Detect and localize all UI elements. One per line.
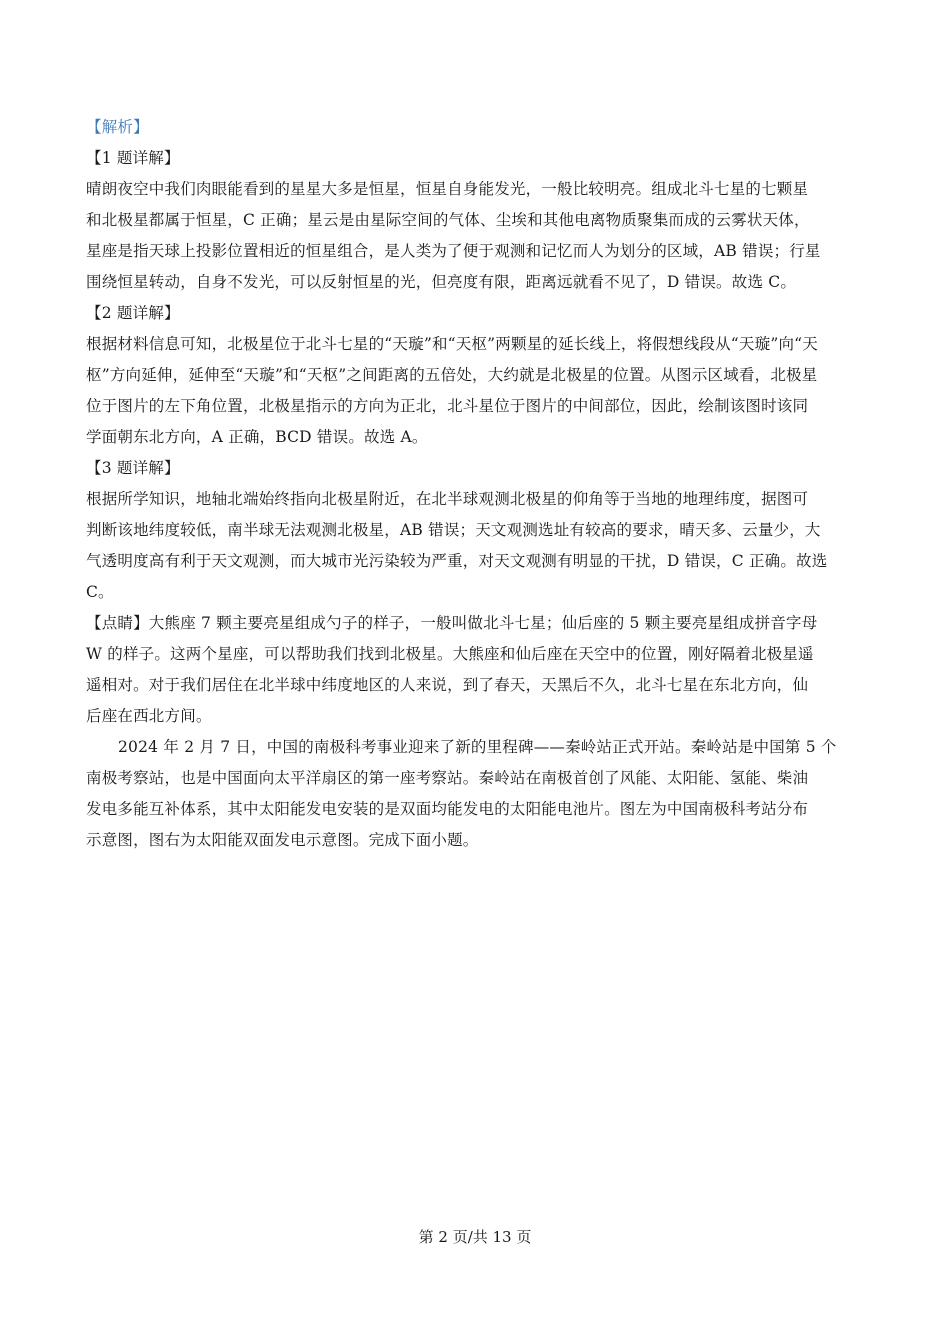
paragraph-line: 根据所学知识，地轴北端始终指向北极星附近，在北半球观测北极星的仰角等于当地的地理纬度，据图可 — [86, 490, 809, 508]
section-heading: 【3 题详解】 — [86, 459, 180, 477]
page-content — [86, 112, 876, 856]
section-heading: 【2 题详解】 — [86, 304, 180, 322]
tip-section — [86, 608, 876, 732]
analysis-title: 【解析】 — [86, 118, 149, 136]
paragraph-line: 发电多能互补体系，其中太阳能发电安装的是双面均能发电的太阳能电池片。图左为中国南极科考站分布 — [86, 800, 809, 818]
section-q3 — [86, 453, 876, 608]
section-q2 — [86, 298, 876, 453]
paragraph-line: W 的样子。这两个星座，可以帮助我们找到北极星。大熊座和仙后座在天空中的位置，刚好隔着北极星遥 — [86, 645, 814, 663]
paragraph-line: 星座是指天球上投影位置相近的恒星组合，是人类为了便于观测和记忆而人为划分的区域，AB 错误；行星 — [86, 242, 821, 260]
paragraph-line: 围绕恒星转动，自身不发光，可以反射恒星的光，但亮度有限，距离远就看不见了，D 错误。故选 C。 — [86, 273, 797, 291]
page-number: 第 2 页/共 13 页 — [418, 1228, 532, 1246]
paragraph-line: 位于图片的左下角位置，北极星指示的方向为正北，北斗星位于图片的中间部位，因此，绘制该图时该同 — [86, 397, 809, 415]
paragraph-line: 2024 年 2 月 7 日，中国的南极科考事业迎来了新的里程碑——秦岭站正式开站。秦岭站是中国第 5 个 — [118, 738, 837, 756]
paragraph-line: 学面朝东北方向，A 正确，BCD 错误。故选 A。 — [86, 428, 428, 446]
paragraph-line: 南极考察站，也是中国面向太平洋扇区的第一座考察站。秦岭站在南极首创了风能、太阳能、氢能、柴油 — [86, 769, 809, 787]
paragraph-line: 气透明度高有利于天文观测，而大城市光污染较为严重，对天文观测有明显的干扰，D 错误，C 正确。故选 — [86, 552, 828, 570]
paragraph-line: 【点睛】大熊座 7 颗主要亮星组成勺子的样子，一般叫做北斗七星；仙后座的 5 颗主要亮星组成拼音字母 — [86, 614, 818, 632]
section-q1 — [86, 143, 876, 298]
paragraph-line: 枢”方向延伸，延伸至“天璇”和“天枢”之间距离的五倍处，大约就是北极星的位置。从图示区域看，北极星 — [86, 366, 818, 384]
paragraph-line: C。 — [86, 583, 114, 601]
paragraph-line: 遥相对。对于我们居住在北半球中纬度地区的人来说，到了春天，天黑后不久，北斗七星在东北方向，仙 — [86, 676, 809, 694]
paragraph-line: 判断该地纬度较低，南半球无法观测北极星，AB 错误；天文观测选址有较高的要求，晴天多、云量少，大 — [86, 521, 821, 539]
paragraph-line: 示意图，图右为太阳能双面发电示意图。完成下面小题。 — [86, 831, 479, 849]
paragraph-line: 后座在西北方间。 — [86, 707, 212, 725]
paragraph-line: 根据材料信息可知，北极星位于北斗七星的“天璇”和“天枢”两颗星的延长线上，将假想线段从“天璇”向“天 — [86, 335, 818, 353]
question-stem — [86, 732, 876, 856]
paragraph-line: 晴朗夜空中我们肉眼能看到的星星大多是恒星，恒星自身能发光，一般比较明亮。组成北斗七星的七颗星 — [86, 180, 809, 198]
section-heading: 【1 题详解】 — [86, 149, 180, 167]
paragraph-line: 和北极星都属于恒星，C 正确；星云是由星际空间的气体、尘埃和其他电离物质聚集而成的云雾状天体， — [86, 211, 810, 229]
